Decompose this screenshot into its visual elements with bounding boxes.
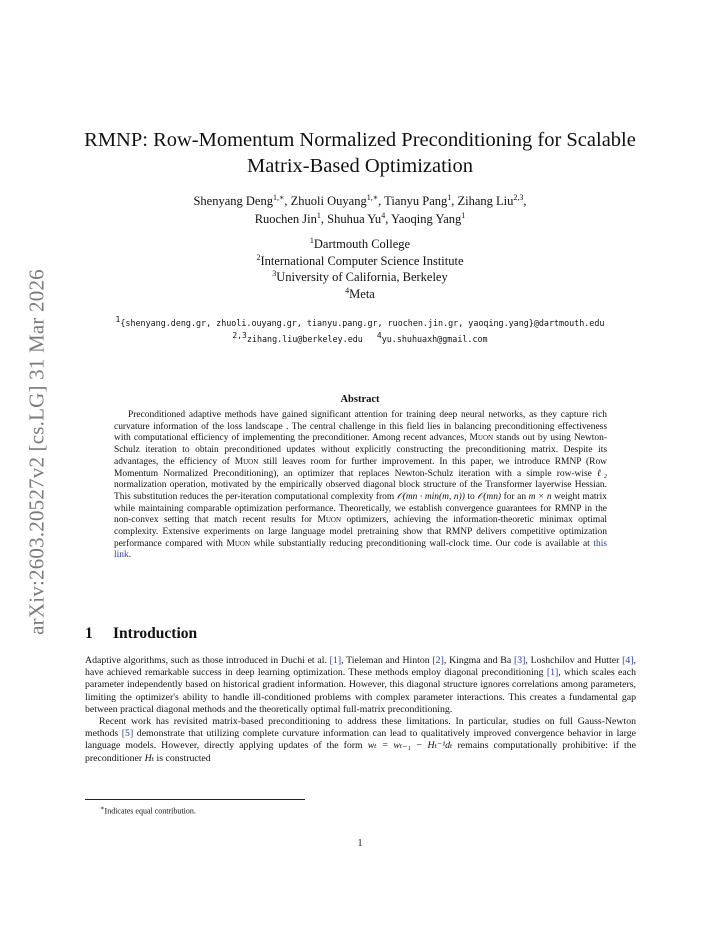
affiliation-name: University of California, Berkeley: [276, 270, 448, 284]
muon-name: Muon: [226, 538, 251, 549]
page-number: 1: [357, 838, 363, 849]
intro-text: , which scales each parameter independently based on historical gradient information. However, this diagonal structure ignores correlations among parameters, limiting the optimizer's ability to handle ill-conditioned problems with complex parameter interactions. This creates a fundamental gap between practical diagonal methods and the theoretically optimal full-matrix preconditioning.: [85, 667, 636, 715]
title-line-1: RMNP: Row-Momentum Normalized Preconditioning for Scalable: [84, 129, 636, 151]
citation-link[interactable]: [1]: [546, 667, 559, 679]
affiliation-mark: 3: [272, 268, 277, 278]
math-complexity-2: 𝒪(mn): [477, 491, 502, 502]
abstract-text: still leaves room for further improvement. In this paper, we introduce RMNP (Row Momentum Normalized Preconditioning), an optimizer that replaces Newton-Schulz iteration with a simple row-wise: [114, 456, 607, 479]
affiliation-mark: 1: [309, 235, 314, 245]
footnote-divider: [85, 799, 305, 800]
abstract-text: while substantially reducing preconditioning wall-clock time. Our code is available at: [250, 538, 594, 549]
author-line-2: [80, 210, 640, 228]
abstract-text: for an: [501, 491, 529, 502]
author-line-1: [80, 192, 640, 210]
section-heading: [85, 625, 197, 643]
muon-name: Muon: [469, 433, 494, 444]
affiliation: [80, 236, 640, 253]
author-mark: 2,3: [513, 192, 524, 202]
author-name: Shenyang Deng: [193, 194, 273, 208]
intro-text: remains computationally prohibitive: if the preconditioner: [85, 740, 636, 764]
footnote-text: Indicates equal contribution.: [104, 806, 196, 816]
citation-link[interactable]: [3]: [513, 655, 526, 666]
author-separator: ,: [284, 194, 291, 208]
author-mark: 1: [316, 210, 321, 220]
author-mark: 4: [381, 210, 386, 220]
intro-text: Recent work has revisited matrix-based preconditioning to address these limitations. In particular, studies on full Gauss-Newton methods: [85, 716, 636, 740]
math-preconditioner: Hₜ: [144, 752, 155, 764]
abstract-body: [114, 410, 607, 562]
email-line-1: [40, 315, 680, 331]
email-line-2: [40, 331, 680, 347]
author-name: Zihang Liu: [457, 194, 514, 208]
intro-paragraph-1: [85, 655, 636, 716]
affiliation-mark: 4: [345, 285, 350, 295]
abstract-heading: Abstract: [340, 394, 380, 405]
email-address: zihang.liu@berkeley.edu: [246, 334, 363, 344]
affiliation-mark: 2: [256, 252, 261, 262]
intro-text: , Tieleman and Hinton: [341, 655, 433, 666]
author-separator: ,: [451, 194, 458, 208]
author-name: Zhuoli Ouyang: [290, 194, 367, 208]
email-mark: 4: [376, 331, 382, 341]
title-line-2: Matrix-Based Optimization: [246, 155, 474, 177]
author-name: Yaoqing Yang: [390, 212, 462, 226]
abstract-text: normalization operation, motivated by the empirically observed diagonal block structure of the Transformer layerwise Hessian. This substitution reduces the per-iteration computational complexity from: [114, 480, 607, 502]
email-mark: 1: [115, 315, 121, 325]
abstract-text: stands out by using Newton-Schulz iteration to obtain preconditioned updates without explicitly constructing the preconditioning matrix. Despite its advantages, the efficiency of: [114, 433, 607, 467]
intro-text: is constructed: [154, 752, 211, 764]
author-name: Ruochen Jin: [254, 212, 317, 226]
intro-paragraph-2: [85, 716, 636, 765]
math-update-rule: wₜ = wₜ₋₁ − Hₜ⁻¹dₜ: [367, 740, 453, 752]
author-list: [80, 192, 640, 228]
intro-text: , Loshchilov and Hutter: [525, 655, 623, 666]
math-matrix-size: m × n: [528, 491, 552, 502]
code-link[interactable]: this link: [114, 538, 607, 561]
affiliation-name: Dartmouth College: [313, 237, 411, 251]
author-name: Tianyu Pang: [384, 194, 448, 208]
footnote: [100, 804, 196, 816]
author-mark: 1: [447, 192, 452, 202]
arxiv-identifier: arXiv:2603.20527v2 [cs.LG] 31 Mar 2026: [24, 269, 49, 635]
author-separator: ,: [378, 194, 385, 208]
paper-title: [60, 127, 660, 179]
section-title: Introduction: [113, 625, 198, 642]
author-mark: 1,∗: [366, 192, 379, 202]
author-separator: ,: [523, 194, 527, 208]
author-mark: 1,∗: [272, 192, 285, 202]
abstract-text: .: [128, 550, 132, 561]
affiliation: [80, 286, 640, 303]
email-mark: 2,3: [232, 331, 247, 341]
affiliation: [80, 269, 640, 286]
abstract-text: Preconditioned adaptive methods have gained significant attention for training deep neural networks, as they capture rich curvature information of the loss landscape . The central challenge in this field lies in balancing preconditioning effectiveness with computational efficiency of implementing the preconditioner. Among recent advances,: [114, 410, 607, 444]
muon-name: Muon: [234, 456, 259, 467]
author-name: Shuhua Yu: [327, 212, 382, 226]
intro-text: demonstrate that utilizing complete curvature information can lead to qualitatively improved convergence behavior in large language models. However, directly applying updates of the form: [85, 728, 636, 752]
email-address: yu.shuhuaxh@gmail.com: [381, 334, 488, 344]
muon-name: Muon: [317, 515, 342, 526]
author-mark: 1: [461, 210, 466, 220]
affiliation-name: International Computer Science Institute: [260, 253, 464, 268]
abstract-text: to: [464, 491, 478, 502]
abstract-text: weight matrix while maintaining comparable optimization performance. Theoretically, we establish convergence guarantees for RMNP in the non-convex setting that match recent results for: [114, 491, 608, 526]
intro-text: , Kingma and Ba: [443, 655, 514, 666]
affiliation: [80, 253, 640, 270]
author-separator: ,: [320, 212, 328, 226]
introduction-body: [85, 655, 636, 765]
author-separator: ,: [385, 212, 391, 226]
intro-text: Adaptive algorithms, such as those introduced in Duchi et al.: [85, 655, 330, 666]
math-l2: ℓ₂: [596, 468, 607, 479]
affiliation-name: Meta: [349, 286, 375, 301]
affiliations: [80, 236, 640, 302]
abstract-text: optimizers, achieving the information-theoretic minimax optimal complexity. Extensive experiments on large language model pretraining show that RMNP delivers competitive optimization performance compared with: [114, 515, 608, 549]
email-group: {shenyang.deng.gr, zhuoli.ouyang.gr, tianyu.pang.gr, ruochen.jin.gr, yaoqing.yang}@dartmouth.edu: [120, 318, 605, 328]
math-complexity-1: 𝒪(mn · min(m, n)): [396, 491, 465, 502]
footnote-mark: ∗: [100, 805, 105, 812]
intro-text: , have achieved remarkable success in deep learning optimization. These methods employ diagonal preconditioning: [85, 655, 636, 679]
citation-link[interactable]: [5]: [121, 728, 134, 740]
citation-link[interactable]: [4]: [622, 655, 634, 666]
citation-link[interactable]: [1]: [329, 655, 342, 666]
citation-link[interactable]: [2]: [432, 655, 444, 666]
section-number: 1: [85, 625, 93, 642]
author-emails: [40, 315, 680, 347]
